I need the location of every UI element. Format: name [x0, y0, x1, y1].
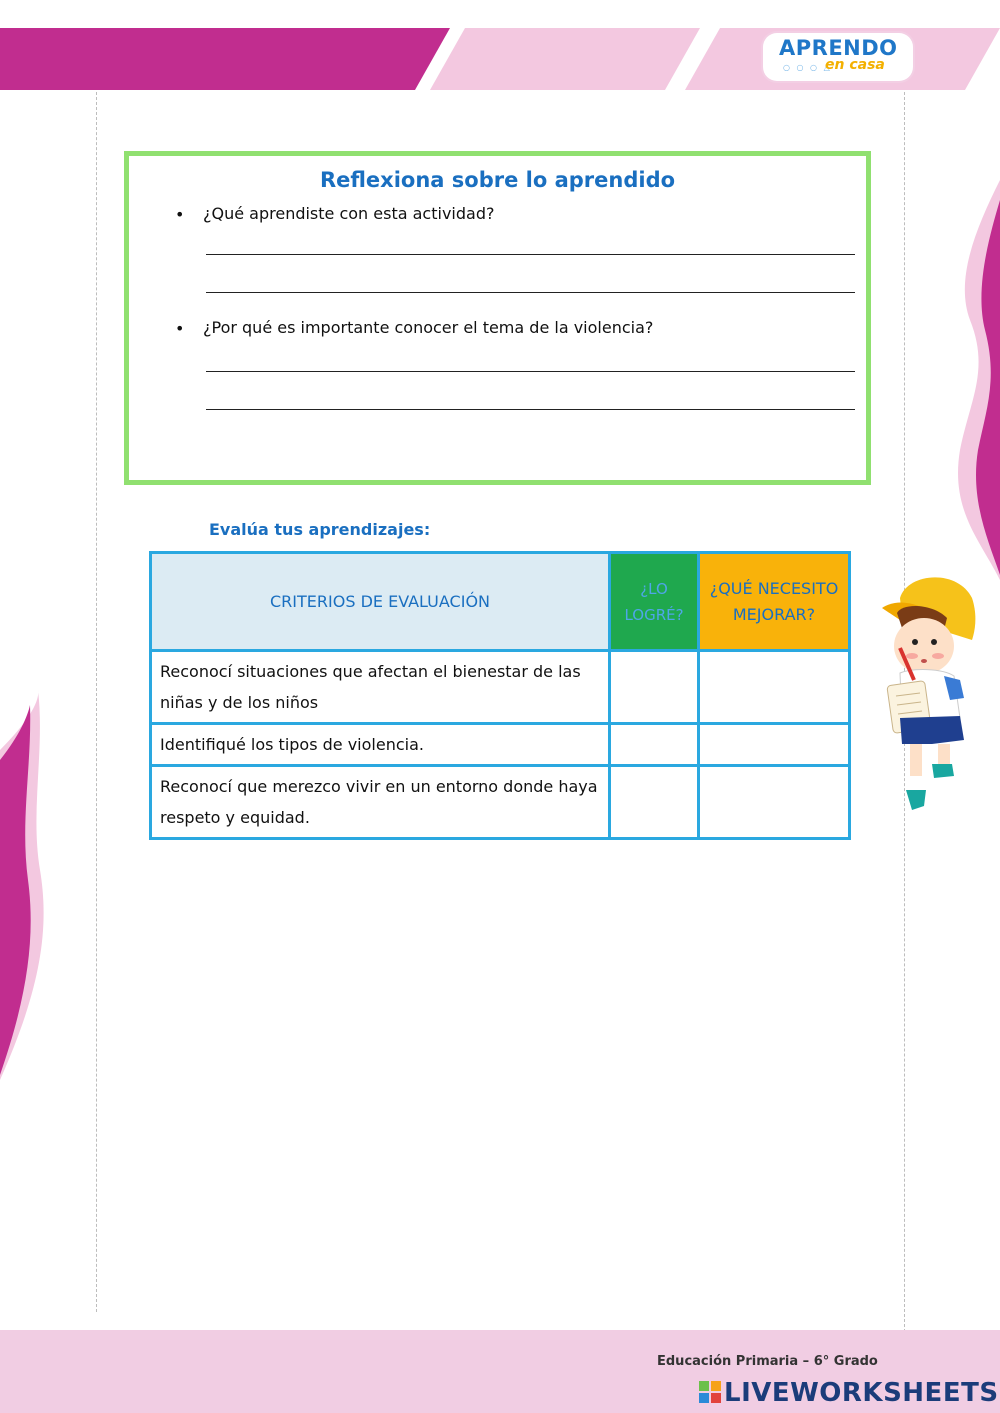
table-row: [151, 766, 850, 839]
question-2: ¿Por qué es importante conocer el tema de la violencia?: [203, 318, 654, 337]
criterion-3: Reconocí que merezco vivir en un entorno donde haya respeto y equidad.: [151, 766, 610, 839]
logre-cell-2[interactable]: [610, 724, 699, 766]
header-mejorar: ¿QUÉ NECESITO MEJORAR?: [699, 553, 850, 651]
logo-dots: ○ ○ ○ △: [783, 63, 832, 72]
liveworksheets-logo-icon: [699, 1381, 721, 1405]
mejorar-cell-1[interactable]: [699, 651, 850, 724]
liveworksheets-brand[interactable]: LIVEWORKSHEETS: [724, 1378, 999, 1408]
aprendo-en-casa-logo: [763, 33, 913, 81]
mejorar-cell-2[interactable]: [699, 724, 850, 766]
footer-grade-text: Educación Primaria – 6° Grado: [657, 1354, 878, 1369]
mejorar-cell-3[interactable]: [699, 766, 850, 839]
question-1: ¿Qué aprendiste con esta actividad?: [203, 204, 495, 223]
table-header-row: [151, 553, 850, 651]
header-criteria: CRITERIOS DE EVALUACIÓN: [151, 553, 610, 651]
logo-title: APRENDO: [779, 36, 898, 60]
answer-line-2a[interactable]: [206, 371, 855, 372]
answer-line-2b[interactable]: [206, 409, 855, 410]
evaluation-table: [149, 551, 851, 840]
reflection-box: [124, 151, 871, 485]
criterion-1: Reconocí situaciones que afectan el bienestar de las niñas y de los niños: [151, 651, 610, 724]
logre-cell-3[interactable]: [610, 766, 699, 839]
left-decoration-shape: [0, 690, 50, 1090]
evaluation-title: Evalúa tus aprendizajes:: [209, 520, 431, 539]
answer-line-1b[interactable]: [206, 292, 855, 293]
table-row: [151, 724, 850, 766]
left-margin-line: [96, 92, 97, 1312]
student-writing-illustration: [872, 568, 987, 818]
logo-subtitle: en casa: [825, 57, 885, 73]
header-logre: ¿LO LOGRÉ?: [610, 553, 699, 651]
table-row: [151, 651, 850, 724]
bullet-1: •: [175, 205, 185, 224]
bullet-2: •: [175, 319, 185, 338]
logre-cell-1[interactable]: [610, 651, 699, 724]
answer-line-1a[interactable]: [206, 254, 855, 255]
reflection-title: Reflexiona sobre lo aprendido: [319, 168, 676, 192]
criterion-2: Identifiqué los tipos de violencia.: [151, 724, 610, 766]
